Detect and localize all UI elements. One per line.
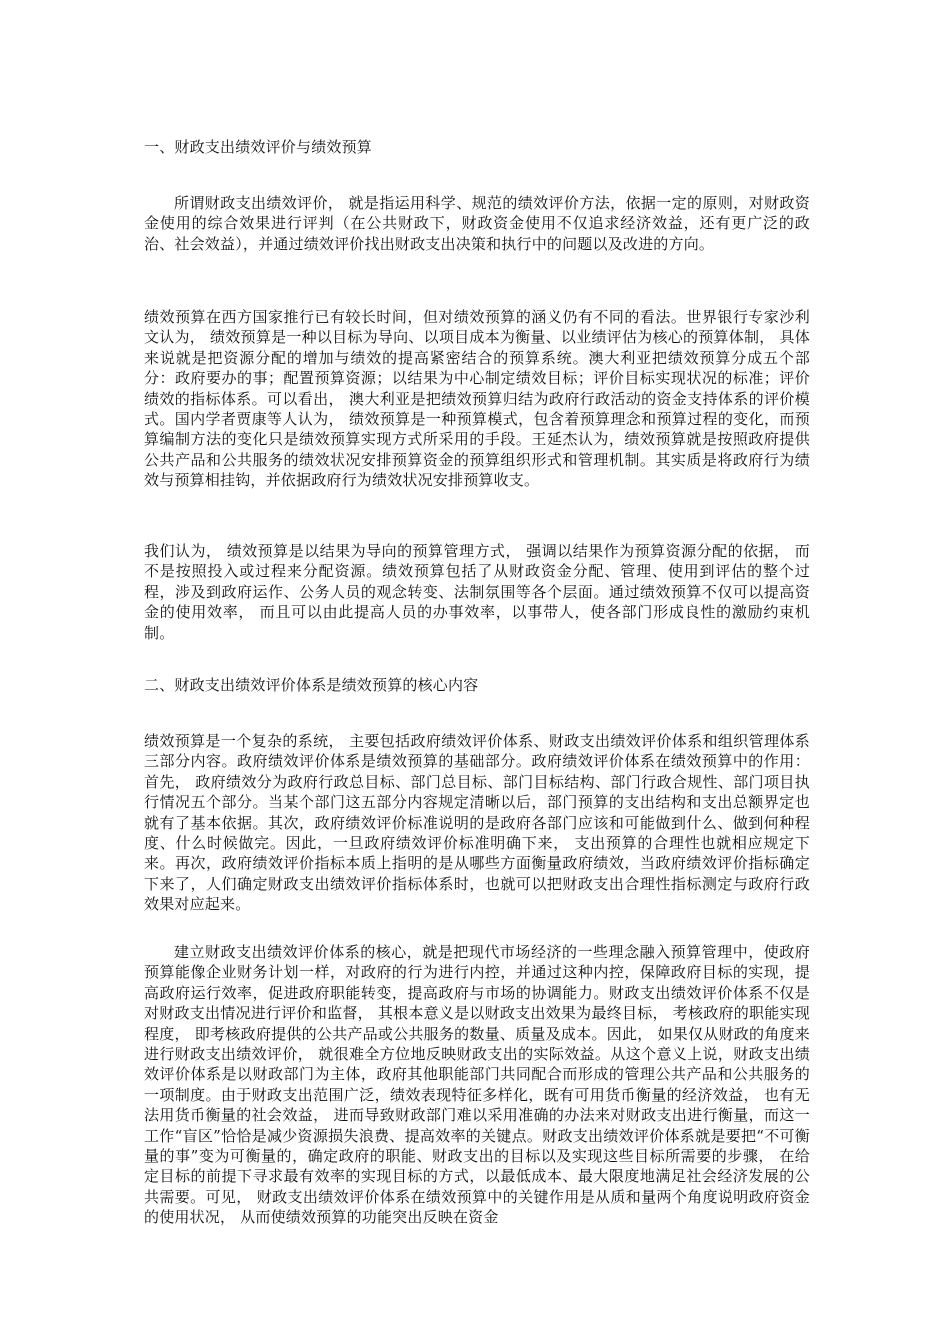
paragraph-3: 我们认为， 绩效预算是以结果为导向的预算管理方式， 强调以结果作为预算资源分配的依据， 而不是按照投入或过程来分配资源。绩效预算包括了从财政资金分配、管理、使用到评估的整个过程，涉及到政府运作、公务人员的观念转变、法制氛围等各个层面。通过绩效预算不仅可以提高资金的使用效率， 而且可以由此提高人员的办事效率，以事带人，使各部门形成良性的激励约束机制。 [144,542,810,642]
paragraph-1: 所谓财政支出绩效评价， 就是指运用科学、规范的绩效评价方法，依据一定的原则，对财政资金使用的综合效果进行评判（在公共财政下，财政资金使用不仅追求经济效益，还有更广泛的政治、社会效益），并通过绩效评价找出财政支出决策和执行中的问题以及改进的方向。 [144,194,810,253]
paragraph-5: 建立财政支出绩效评价体系的核心，就是把现代市场经济的一些理念融入预算管理中，使政府预算能像企业财务计划一样，对政府的行为进行内控，并通过这种内控，保障政府目标的实现，提高政府运行效率，促进政府职能转变，提高政府与市场的协调能力。财政支出绩效评价体系不仅是对财政支出情况进行评价和监督， 其根本意义是以财政支出效果为最终目标， 考核政府的职能实现程度， 即考核政府提供的公共产品或公共服务的数量、质量及成本。因此， 如果仅从财政的角度来进行财政支出绩效评价， 就很难全方位地反映财政支出的实际效益。从这个意义上说，财政支出绩效评价体系是以财政部门为主体，政府其他职能部门共同配合而形成的管理公共产品和公共服务的一项制度。由于财政支出范围广泛，绩效表现特征多样化，既有可用货币衡量的经济效益， 也有无法用货币衡量的社会效益， 进而导致财政部门难以采用准确的办法来对财政支出进行衡量，而这一工作“盲区”恰恰是减少资源损失浪费、提高效率的关键点。财政支出绩效评价体系就是要把“不可衡量的事”变为可衡量的，确定政府的职能、财政支出的目标以及实现这些目标所需要的步骤， 在给定目标的前提下寻求最有效率的实现目标的方式，以最低成本、最大限度地满足社会经济发展的公共需要。可见， 财政支出绩效评价体系在绩效预算中的关键作用是从质和量两个角度说明政府资金的使用状况， 从而使绩效预算的功能突出反映在资金 [144,943,810,1227]
paragraph-2: 绩效预算在西方国家推行已有较长时间，但对绩效预算的涵义仍有不同的看法。世界银行专家沙利文认为， 绩效预算是一种以目标为导向、以项目成本为衡量、以业绩评估为核心的预算体制， 具体来说就是把资源分配的增加与绩效的提高紧密结合的预算系统。澳大利亚把绩效预算分成五个部分：政府要办的事；配置预算资源；以结果为中心制定绩效目标；评价目标实现状况的标准；评价绩效的指标体系。可以看出， 澳大利亚是把绩效预算归结为政府行政活动的资金支持体系的评价模式。国内学者贾康等人认为， 绩效预算是一种预算模式，包含着预算理念和预算过程的变化，而预算编制方法的变化只是绩效预算实现方式所采用的手段。王延杰认为，绩效预算就是按照政府提供公共产品和公共服务的绩效状况安排预算资金的预算组织形式和管理机制。其实质是将政府行为绩效与预算相挂钩，并依据政府行为绩效状况安排预算收支。 [144,308,810,490]
section-heading-1: 一、财政支出绩效评价与绩效预算 [144,138,373,156]
paragraph-4: 绩效预算是一个复杂的系统， 主要包括政府绩效评价体系、财政支出绩效评价体系和组织管理体系三部分内容。政府绩效评价体系是绩效预算的基础部分。政府绩效评价体系在绩效预算中的作用： 首先， 政府绩效分为政府行政总目标、部门总目标、部门目标结构、部门行政合规性、部门项目执行情况五个部分。当某个部门这五部分内容规定清晰以后，部门预算的支出结构和支出总额界定也就有了基本依据。其次，政府绩效评价标准说明的是政府各部门应该和可能做到什么、做到何种程度、什么时候做完。因此，一旦政府绩效评价标准明确下来， 支出预算的合理性也就相应规定下来。再次，政府绩效评价指标本质上指明的是从哪些方面衡量政府绩效，当政府绩效评价指标确定下来了，人们确定财政支出绩效评价指标体系时，也就可以把财政支出合理性指标测定与政府行政效果对应起来。 [144,732,810,914]
section-heading-2: 二、财政支出绩效评价体系是绩效预算的核心内容 [144,676,479,694]
